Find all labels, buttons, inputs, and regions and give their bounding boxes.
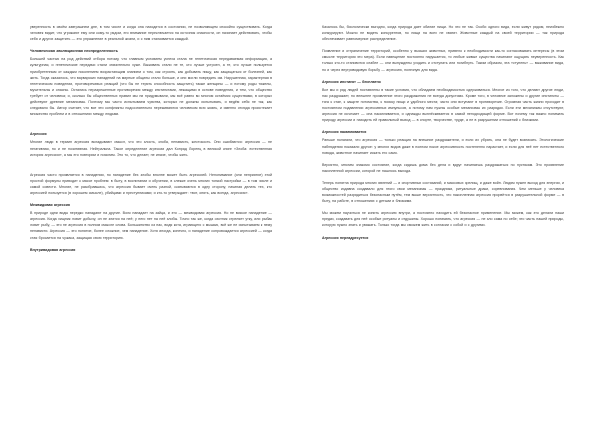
right-column <box>322 24 564 424</box>
heading-aggression: Агрессия <box>30 132 47 137</box>
left-column <box>30 24 272 424</box>
paragraph-aggression: Многие люди в термин агрессия вкладывают смысл, что это злость, злоба, ненависть, жестокость. Они ошибаются: агрессия — не негативная, но и не позитивная. Нейтральна. Такое определение агрессии дал Конрад Лоренц в великой книге «Злоба: естественная история агрессии», а мы его повторим и поясним. Это то, что делает, не иначе, чтобы жить. <box>30 140 272 157</box>
paragraph-intro: уверенность в своём завтрашнем дне, в том числе и когда она находится в состоянии, не позволяющем спокойно существовать. Когда человек видит, что угрожают ему или кому-то рядом, его внимание переключается на источник опасности, он начинает действовать, чтобы себя и других защитить — это упражнение в реальной жизни, и с ним сталкивается каждый. <box>30 25 272 42</box>
heading-interspecies: Межвидовая агрессия <box>30 203 70 208</box>
paragraph-territory: Появление и отграничение территорий, особенно у высших животных, привело к необходимости как-то согласовывать интересы (в этом смысле территория это мера). Если навещение постоянно нарушается, то любые живые существа начинают ощущать неуверенность. Как только кто-то становится слабее — они вынуждены уходить и отступать или погибнуть. Таким образом, эта «ступень» — выживание вида, но и через внутривидовую борьбу — агрессию, полезную для вида. <box>322 49 564 72</box>
heading-instinct: Агрессия инстинкт — бесплатно <box>322 79 381 84</box>
paragraph-conclusion: Мы можем научиться не копить агрессию внутри, а постоянно находить ей безопасное применение. Мы можем, как это делали наши предки, создавать для неё особые ритуалы и отдушины. Хорошо понимать, что агрессия — не зло сама по себе; это часть нашей природы, которую нужно знать и уважать. Только тогда мы сможем жить в согласии с собой и с другими. <box>322 211 564 228</box>
paragraph-release: Теперь понятна природа многих явлений — и спортивных состязаний, и массовых зрелищ, и даже войн. Людям нужен выход для энергии, и общество издавна создавало для этого свои механизмы — праздники, ритуальные драки, соревнования. Чем меньше у человека возможностей разрядиться безопасным путём, тем выше вероятность, что накопленная агрессия прорвётся в разрушительной форме — в быту, на работе, в отношениях с детьми и близкими. <box>322 180 564 204</box>
heading-intraspecies: Внутривидовая агрессия <box>30 247 76 252</box>
paragraph-instinct: Все мы и ряд людей поставлены в такие условия, что обладаем необходимостью сдерживаться. Многое из того, что делают другие люди, нас раздражает, но внешнее проявление этого раздражения не всегда допустимо. Кроме того, в человеке заложены и другие инстинкты — тяга к стае, к защите потомства, к поиску пищи и удобного места; часто они вступают в противоречие. Огромная часть жизни проходит в постоянном подавлении агрессивных импульсов, а потому нам нужны особые механизмы их разрядки. Если эти механизмы отсутствуют, агрессия не исчезает — она накапливается, и однажды выплёскивается в самой неподходящей форме. Вот почему так важно понимать природу агрессии и находить ей правильный выход — в спорте, творчестве, труде, а не в разрушении отношений с близкими. <box>322 87 564 123</box>
heading-evolution: Человеческая эволюционная неопределенность <box>30 49 118 54</box>
heading-redirect: Агрессия переадресуется <box>322 235 369 240</box>
paragraph-evolution: Большей частью на род действий отбора потому, что главным условием успеха стала не генетическая передаваемая информация, а культурная, и генетические передачи стали значительно хуже. Выживать стали не те, кто лучше устроен, а те, кто лучше пользуется приобретенным от каждым поколением возрастающим знанием о том, как строить, как добывать пищу, как защищаться от болезней, как жить. Тогда оказалось, что варварских нападений на мирные общины стало больше, и они могли повредить им. Нарушенная, характерная в генетическом поведении, противоречивых реакций (что бы не терять способность защитить) также женщины — и потому роды тяжелы, мучительны и опасны. Остались неразрешенные противоречия между инстинктами, лежащими в основе поведения, и тем, что общество требует от человека; и, сколько бы общественных правил мы ни придумывали, мы всё равно во многом остаёмся существами, в которых действуют древние механизмы. Поэтому мы часто испытываем чувства, которых не должны испытывать, и ведём себя не так, как следовало бы. Автор считает, что все эти конфликты подсознательно переживаются человеком всю жизнь, и именно отсюда проистекает множество проблем и в отношениях между людьми. <box>30 57 272 117</box>
paragraph-interspecies: В природе одни виды нередко нападают на другие. Волк нападает на зайца, и это — межвидовая агрессия. Но не всякое нападение — агрессия. Когда хищник ловит добычу, он не злится на неё; у него нет на неё злобы. Точно так же, когда охотник стреляет утку, или рыбак ловит рыбу, — это не агрессия в полном смысле слова. Большинство из нас, видя кота, играющего с мышью, всё же не испытываем к нему ненависти. Агрессия — это понятие, более сложное, чем нападение. Хотя иногда, конечно, и нападение сопровождается агрессией — когда стая бросается на чужака, защищая свою территорию. <box>30 211 272 240</box>
paragraph-accumulation: Раньше полагали, что агрессия — только реакция на внешние раздражители, и если их убрать, она не будет возникать. Этологические наблюдения показали другое: у многих видов даже в полном покое агрессивность постепенно нарастает, и если для неё нет естественного повода, животное начинает искать его само. <box>322 138 564 155</box>
paragraph-aggression-2: Агрессия часто проявляется в нападении, но нападение без злобы вполне может быть агрессией. Непонимание (или неприятие) этой простой формулы приводит к массе проблем: в быту, в воспитании и обучении, в слежке очень многих тонкой настройки — в том числе и самой совести. Многие, не разобравшись, что агрессия бывает очень разной, скатываются в одну сторону, начиная делать тех, кто агрессией пользуется (в хорошем смысле), убийцами и преступниками; и кто-то утверждает: «вот, опять, как всегда, агрессия». <box>30 172 272 195</box>
paragraph-accumulation-2: Вероятно, многим знакомо состояние, когда сидишь дома без дела и вдруг начинаешь раздражаться по пустякам. Это проявление накопленной агрессии, которой не нашлось выхода. <box>322 162 564 173</box>
paragraph-food: Казалось бы, биологически выгодно, когда природа дает обилие пищи. Но это не так. Особи одного вида, если живут рядом, неизбежно конкурируют. Можно не видеть конкурентов, но пищи на всех не хватит. Животные каждый на своей территории — так природа обеспечивает равномерное распределение. <box>322 25 564 42</box>
heading-accumulation: Агрессия накапливается <box>322 130 367 135</box>
